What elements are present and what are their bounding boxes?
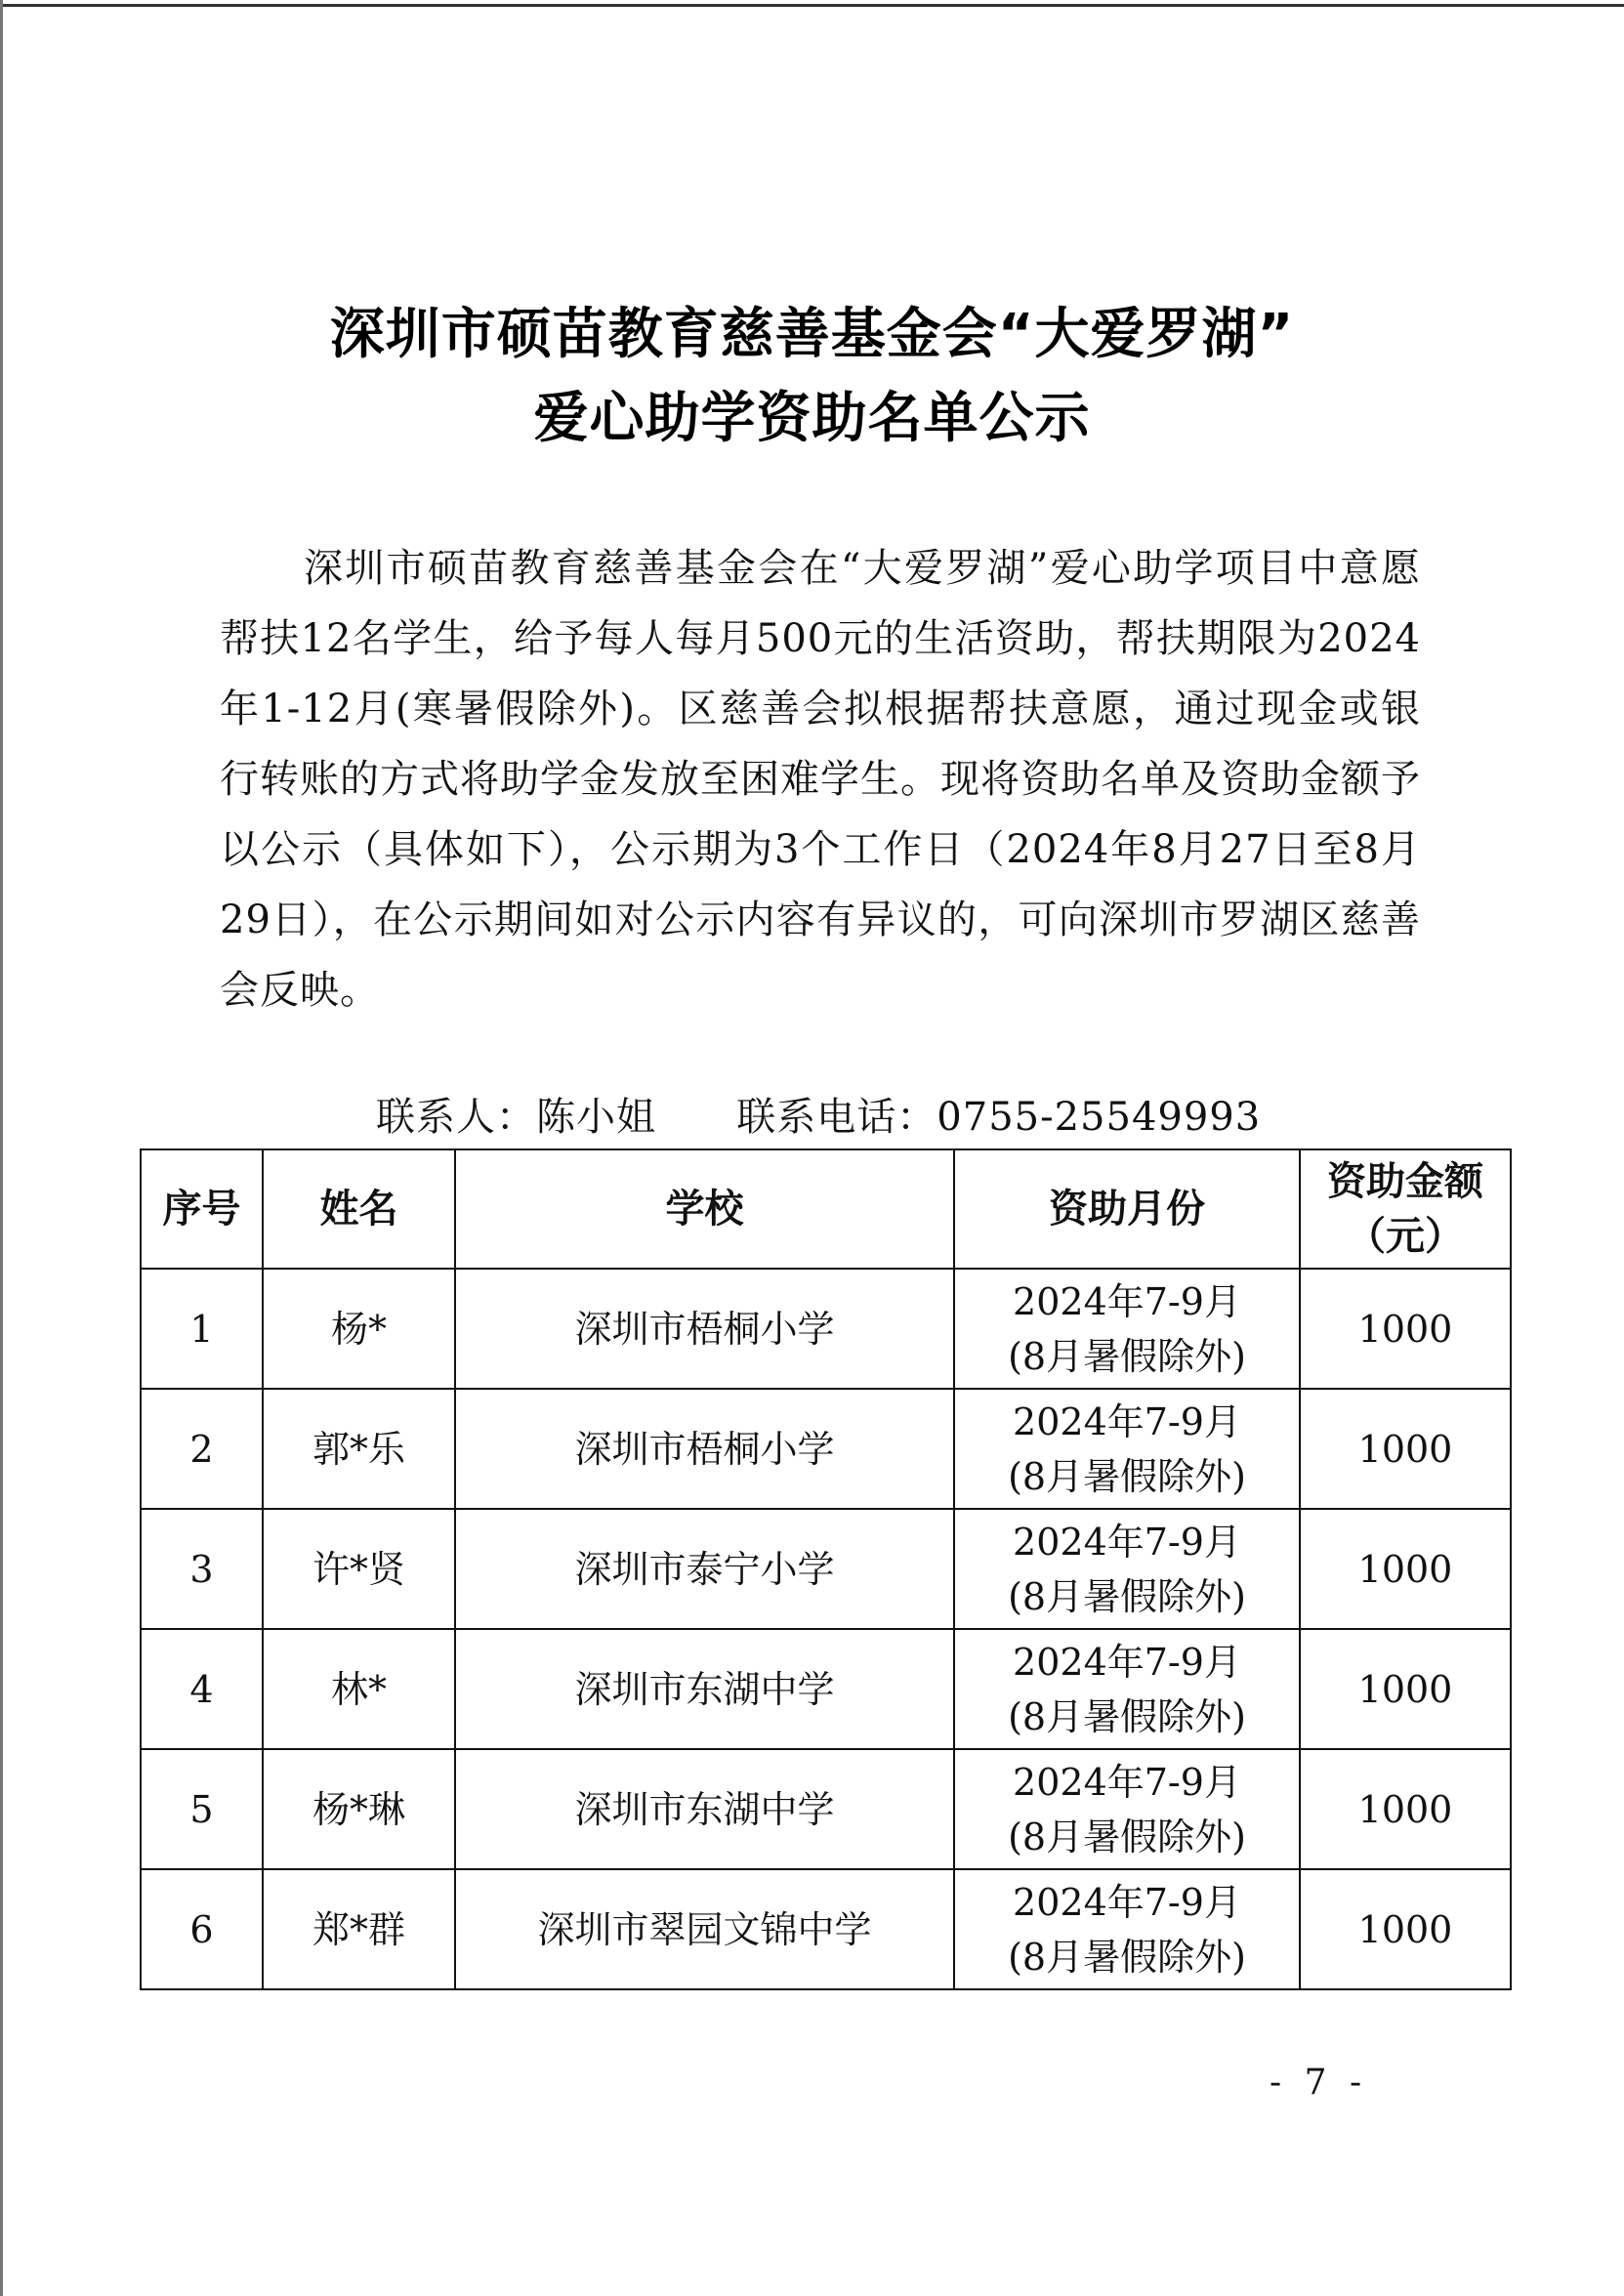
cell-school: 深圳市东湖中学 — [455, 1629, 954, 1749]
header-name: 姓名 — [263, 1149, 455, 1269]
cell-no: 6 — [141, 1869, 263, 1989]
cell-month-line2: (8月暑假除外) — [1008, 1815, 1246, 1858]
table-row — [141, 1869, 1511, 1989]
header-school: 学校 — [455, 1149, 954, 1269]
scan-top-edge — [0, 4, 1624, 7]
contact-phone: 联系电话：0755-25549993 — [736, 1095, 1262, 1140]
cell-school: 深圳市梧桐小学 — [455, 1389, 954, 1509]
cell-month-line2: (8月暑假除外) — [1008, 1694, 1246, 1738]
header-amount — [1300, 1149, 1511, 1269]
cell-no: 2 — [141, 1389, 263, 1509]
cell-month-line1: 2024年7-9月 — [1013, 1880, 1241, 1924]
cell-no: 3 — [141, 1509, 263, 1629]
table-header-row — [141, 1149, 1511, 1269]
table-row — [141, 1269, 1511, 1389]
cell-month-line1: 2024年7-9月 — [1013, 1279, 1241, 1323]
title-line-1: 深圳市硕苗教育慈善基金会“大爱罗湖” — [329, 303, 1295, 366]
cell-month-line2: (8月暑假除外) — [1008, 1935, 1246, 1979]
header-amount-line1: 资助金额 — [1327, 1159, 1483, 1204]
cell-name: 林* — [263, 1629, 455, 1749]
page-number: - 7 - — [1270, 2063, 1368, 2103]
cell-amount: 1000 — [1300, 1629, 1511, 1749]
grant-table — [140, 1148, 1512, 1990]
cell-amount: 1000 — [1300, 1869, 1511, 1989]
cell-no: 1 — [141, 1269, 263, 1389]
table-row — [141, 1509, 1511, 1629]
cell-month — [954, 1269, 1300, 1389]
cell-school: 深圳市梧桐小学 — [455, 1269, 954, 1389]
cell-amount: 1000 — [1300, 1509, 1511, 1629]
contact-person: 联系人：陈小姐 — [376, 1095, 656, 1140]
table-row — [141, 1749, 1511, 1869]
cell-month-line1: 2024年7-9月 — [1013, 1520, 1241, 1564]
table-row — [141, 1389, 1511, 1509]
cell-school: 深圳市翠园文锦中学 — [455, 1869, 954, 1989]
body-paragraph: 深圳市硕苗教育慈善基金会在“大爱罗湖”爱心助学项目中意愿帮扶12名学生，给予每人每月500元的生活资助，帮扶期限为2024年1-12月(寒暑假除外)。区慈善会拟根据帮扶意愿，通过现金或银行转账的方式将助学金发放至困难学生。现将资助名单及资助金额予以公示（具体如下），公示期为3个工作日（2024年8月27日至8月29日），在公示期间如对公示内容有异议的，可向深圳市罗湖区慈善会反映。 — [220, 546, 1421, 1013]
cell-month — [954, 1389, 1300, 1509]
title-line-2: 爱心助学资助名单公示 — [533, 387, 1091, 450]
header-no: 序号 — [141, 1149, 263, 1269]
cell-month — [954, 1869, 1300, 1989]
cell-month — [954, 1509, 1300, 1629]
cell-name: 郑*群 — [263, 1869, 455, 1989]
cell-no: 4 — [141, 1629, 263, 1749]
cell-name: 郭*乐 — [263, 1389, 455, 1509]
cell-month — [954, 1629, 1300, 1749]
cell-month-line2: (8月暑假除外) — [1008, 1454, 1246, 1498]
cell-name: 许*贤 — [263, 1509, 455, 1629]
cell-month-line1: 2024年7-9月 — [1013, 1640, 1241, 1684]
table-row — [141, 1629, 1511, 1749]
cell-amount: 1000 — [1300, 1749, 1511, 1869]
cell-name: 杨* — [263, 1269, 455, 1389]
cell-school: 深圳市泰宁小学 — [455, 1509, 954, 1629]
cell-school: 深圳市东湖中学 — [455, 1749, 954, 1869]
document-title — [0, 293, 1624, 461]
cell-month-line1: 2024年7-9月 — [1013, 1760, 1241, 1804]
cell-month-line2: (8月暑假除外) — [1008, 1334, 1246, 1378]
cell-amount: 1000 — [1300, 1389, 1511, 1509]
cell-month-line1: 2024年7-9月 — [1013, 1399, 1241, 1443]
cell-no: 5 — [141, 1749, 263, 1869]
cell-month-line2: (8月暑假除外) — [1008, 1574, 1246, 1618]
cell-name: 杨*琳 — [263, 1749, 455, 1869]
cell-month — [954, 1749, 1300, 1869]
contact-line — [376, 1088, 1261, 1147]
header-amount-line2: （元） — [1347, 1214, 1464, 1259]
header-month: 资助月份 — [954, 1149, 1300, 1269]
cell-amount: 1000 — [1300, 1269, 1511, 1389]
